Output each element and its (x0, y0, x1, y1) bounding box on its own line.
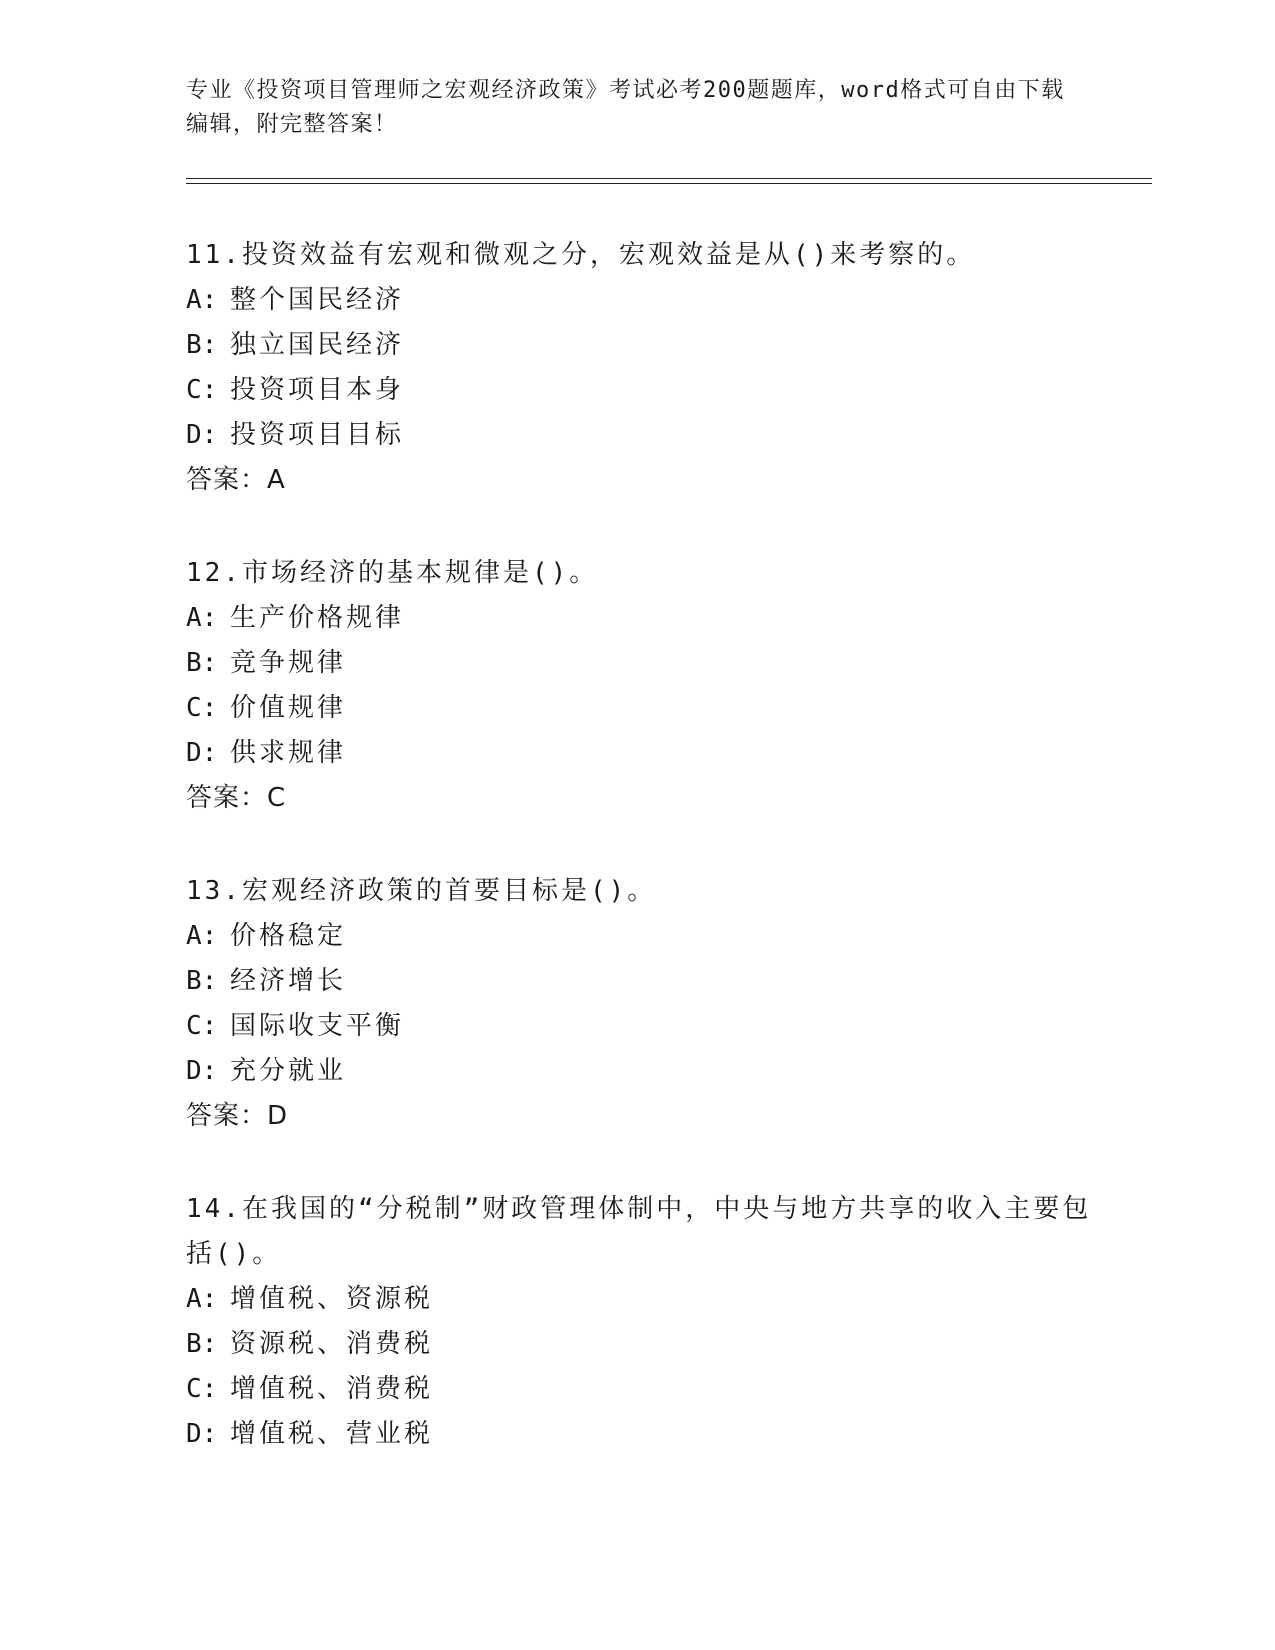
question-stem: 12.市场经济的基本规律是()。 (186, 558, 599, 588)
option-letter: D: (186, 1419, 218, 1449)
option-b (186, 959, 1106, 1004)
option-d (186, 1049, 1106, 1094)
option-a (186, 1277, 1106, 1322)
option-c (186, 1367, 1106, 1412)
option-letter: D: (186, 420, 218, 450)
option-letter: C: (186, 1011, 218, 1041)
option-letter: B: (186, 330, 218, 360)
option-text: 独立国民经济 (230, 330, 405, 360)
option-a (186, 914, 1106, 959)
option-letter: B: (186, 648, 218, 678)
answer-line: 答案：A (186, 465, 286, 495)
option-text: 充分就业 (230, 1056, 347, 1086)
option-letter: B: (186, 966, 218, 996)
option-text: 价格稳定 (230, 921, 347, 951)
option-text: 增值税、资源税 (230, 1284, 434, 1314)
question-stem: 14.在我国的“分税制”财政管理体制中，中央与地方共享的收入主要包括()。 (186, 1194, 1092, 1269)
document-intro: 专业《投资项目管理师之宏观经济政策》考试必考200题题库，word格式可自由下载编辑，附完整答案！ (186, 78, 1065, 137)
answer-line: 答案：D (186, 1101, 289, 1131)
question-block (186, 233, 1106, 503)
option-letter: B: (186, 1329, 218, 1359)
option-text: 投资项目目标 (230, 420, 405, 450)
option-c (186, 1004, 1106, 1049)
answer-line: 答案：C (186, 783, 287, 813)
option-b (186, 641, 1106, 686)
question-stem: 13.宏观经济政策的首要目标是()。 (186, 876, 657, 906)
option-letter: A: (186, 285, 218, 315)
header-divider-bottom (186, 183, 1152, 184)
option-letter: D: (186, 738, 218, 768)
option-text: 增值税、消费税 (230, 1374, 434, 1404)
option-d (186, 731, 1106, 776)
option-letter: A: (186, 921, 218, 951)
option-text: 整个国民经济 (230, 285, 405, 315)
option-text: 竞争规律 (230, 648, 347, 678)
option-c (186, 686, 1106, 731)
option-b (186, 1322, 1106, 1367)
option-text: 国际收支平衡 (230, 1011, 405, 1041)
option-text: 供求规律 (230, 738, 347, 768)
option-letter: C: (186, 1374, 218, 1404)
option-c (186, 368, 1106, 413)
option-d (186, 1412, 1106, 1457)
option-letter: D: (186, 1056, 218, 1086)
question-block (186, 869, 1106, 1139)
option-text: 价值规律 (230, 693, 347, 723)
question-block (186, 551, 1106, 821)
option-text: 经济增长 (230, 966, 347, 996)
option-letter: C: (186, 693, 218, 723)
question-block (186, 1187, 1106, 1457)
option-letter: A: (186, 603, 218, 633)
option-letter: C: (186, 375, 218, 405)
option-letter: A: (186, 1284, 218, 1314)
header-divider-top (186, 178, 1152, 179)
question-stem: 11.投资效益有宏观和微观之分，宏观效益是从()来考察的。 (186, 240, 976, 270)
option-a (186, 278, 1106, 323)
option-text: 投资项目本身 (230, 375, 405, 405)
option-a (186, 596, 1106, 641)
option-b (186, 323, 1106, 368)
option-text: 资源税、消费税 (230, 1329, 434, 1359)
option-text: 生产价格规律 (230, 603, 405, 633)
option-d (186, 413, 1106, 458)
option-text: 增值税、营业税 (230, 1419, 434, 1449)
